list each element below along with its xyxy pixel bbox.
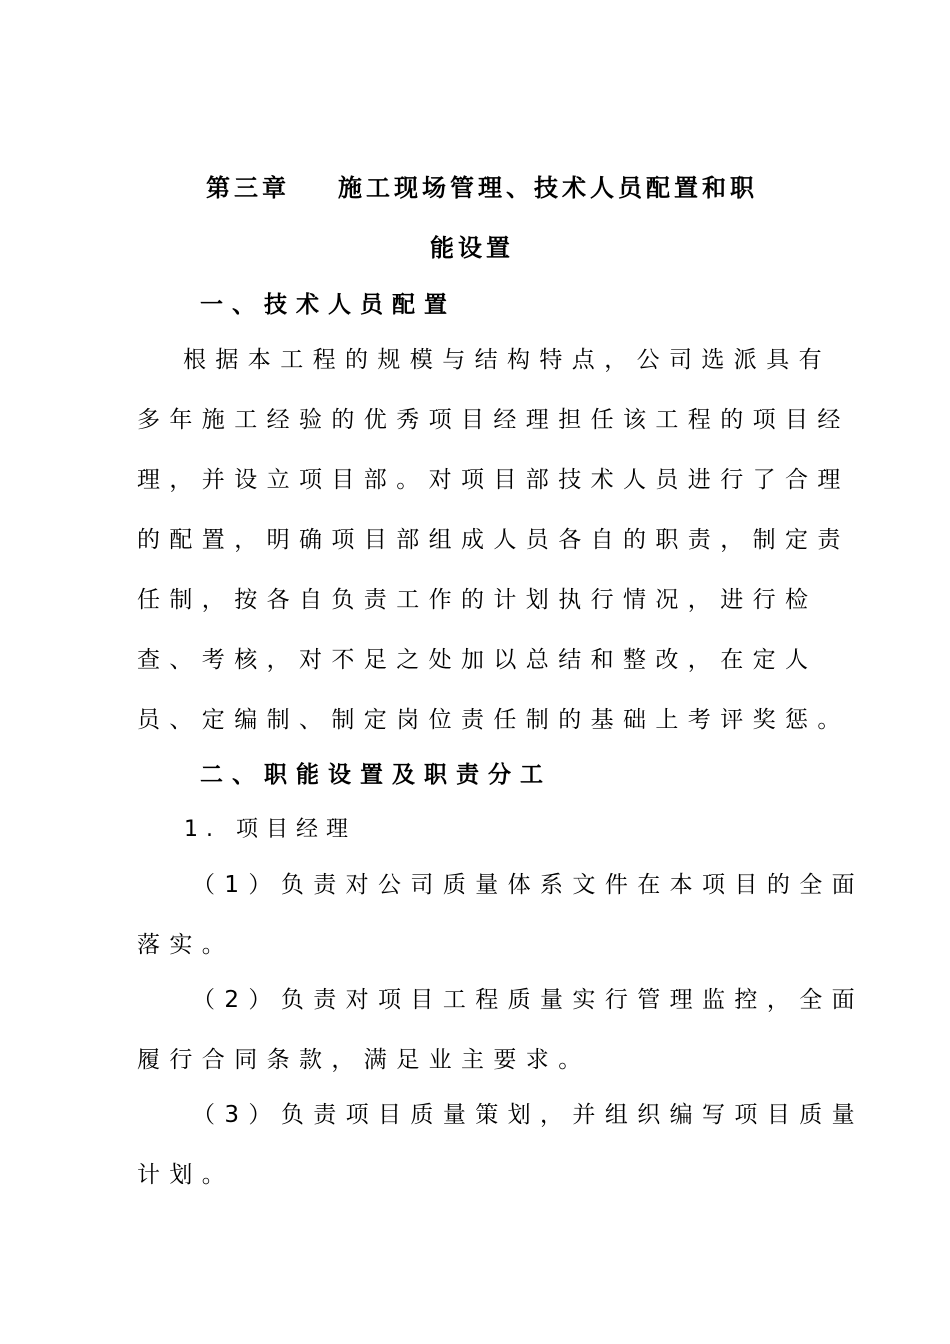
- paragraph-line: 任制，按各自负责工作的计划执行情况，进行检: [137, 587, 818, 613]
- chapter-title-text: 施工现场管理、技术人员配置和职: [338, 174, 758, 202]
- list-item-line: 履行合同条款，满足业主要求。: [137, 1047, 591, 1073]
- paragraph-line: 员、定编制、制定岗位责任制的基础上考评奖惩。: [137, 707, 850, 733]
- chapter-title-line-2: 能设置: [430, 234, 514, 262]
- subheading-project-manager: 1. 项目经理: [184, 817, 356, 842]
- list-item-line: （1）负责对公司质量体系文件在本项目的全面: [192, 872, 865, 898]
- paragraph-line: 理，并设立项目部。对项目部技术人员进行了合理: [137, 467, 850, 493]
- paragraph-line: 多年施工经验的优秀项目经理担任该工程的项目经: [137, 407, 850, 433]
- section-heading-technical-staff: 一、技术人员配置: [200, 292, 456, 318]
- list-item-line: 落实。: [137, 932, 235, 958]
- chapter-number: 第三章: [206, 174, 290, 202]
- chapter-title-line-1: [206, 173, 758, 203]
- section-heading-functions: 二、职能设置及职责分工: [200, 762, 552, 788]
- list-item-line: （2）负责对项目工程质量实行管理监控，全面: [192, 987, 865, 1013]
- list-item-line: 计划。: [137, 1162, 235, 1188]
- paragraph-line: 的配置，明确项目部组成人员各自的职责，制定责: [137, 527, 850, 553]
- paragraph-line: 根据本工程的规模与结构特点，公司选派具有: [183, 347, 831, 373]
- paragraph-line: 查、考核，对不足之处加以总结和整改，在定人: [137, 647, 818, 673]
- list-item-line: （3）负责项目质量策划，并组织编写项目质量: [192, 1102, 865, 1128]
